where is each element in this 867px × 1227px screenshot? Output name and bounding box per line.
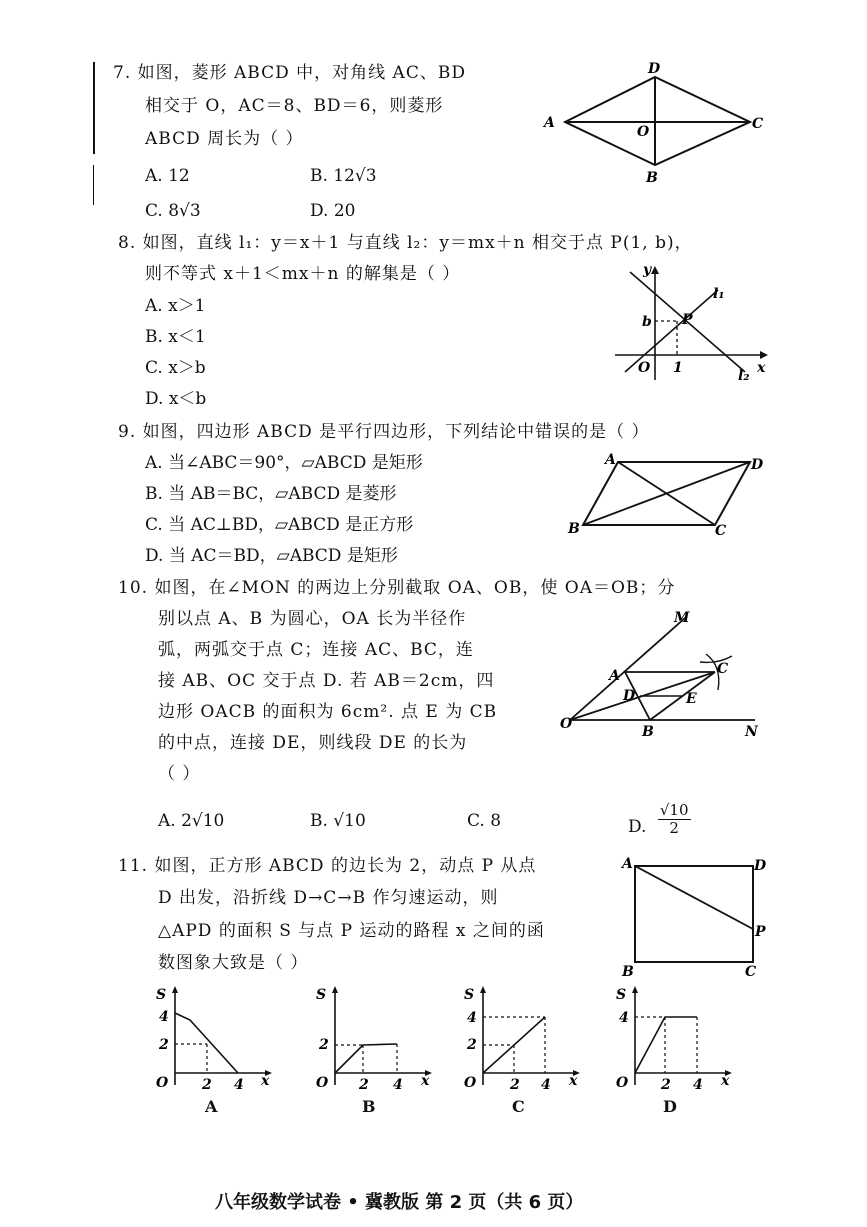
q10-label-b: B: [642, 724, 654, 740]
q11-label-c: C: [745, 964, 757, 980]
q7-line1: 7. 如图，菱形 ABCD 中，对角线 AC、BD: [113, 63, 466, 83]
q8-label-y: y: [643, 262, 652, 278]
q9-parallelogram-figure: [565, 450, 775, 540]
q7-option-a: A. 12: [145, 166, 190, 186]
q8-label-l2: l₂: [738, 368, 750, 384]
graph-c-origin: O: [464, 1075, 477, 1091]
graph-d-xtick-2: 2: [661, 1077, 671, 1093]
q11-line1: 11. 如图，正方形 ABCD 的边长为 2，动点 P 从点: [118, 856, 537, 876]
q10-option-d-denominator: 2: [669, 819, 679, 837]
q10-angle-figure: [560, 610, 775, 745]
graph-c-x-label: x: [569, 1073, 578, 1089]
graph-a-caption: A: [205, 1097, 218, 1116]
q11-graph-d: [610, 985, 735, 1093]
q11-label-p: P: [755, 924, 766, 940]
graph-b-xtick-2: 2: [359, 1077, 369, 1093]
graph-a-origin: O: [156, 1075, 169, 1091]
q8-option-d: D. x＜b: [145, 389, 207, 409]
graph-c-caption: C: [512, 1097, 525, 1116]
q11-square-figure: [615, 852, 775, 980]
q9-option-d: D. 当 AC＝BD，▱ABCD 是矩形: [145, 546, 398, 566]
q10-option-d-prefix: D.: [628, 817, 647, 837]
q9-option-a: A. 当∠ABC＝90°，▱ABCD 是矩形: [145, 453, 423, 473]
q8-label-l1: l₁: [713, 286, 725, 302]
q8-lines-figure: [610, 262, 770, 384]
q11-graph-c: [458, 985, 583, 1093]
q10-line6: 的中点，连接 DE，则线段 DE 的长为: [158, 733, 468, 753]
graph-b-s-label: S: [316, 987, 327, 1003]
q10-label-c: C: [717, 661, 729, 677]
graph-b-x-label: x: [421, 1073, 430, 1089]
q7-label-d: D: [648, 61, 661, 77]
q9-label-d: D: [751, 457, 764, 473]
q10-option-c: C. 8: [467, 811, 502, 831]
q7-label-a: A: [544, 115, 555, 131]
q10-label-d: D: [623, 688, 636, 704]
q9-label-c: C: [715, 523, 727, 539]
q10-label-a: A: [609, 668, 620, 684]
q10-line3: 弧，两弧交于点 C；连接 AC、BC，连: [158, 640, 474, 660]
q10-label-e: E: [686, 691, 697, 707]
graph-a-tick-2: 2: [159, 1037, 169, 1053]
graph-a-s-label: S: [156, 987, 167, 1003]
q11-graph-b: [310, 985, 435, 1093]
q7-option-c: C. 8√3: [145, 201, 201, 221]
graph-c-s-label: S: [464, 987, 475, 1003]
q7-label-o: O: [637, 124, 650, 140]
q10-option-b: B. √10: [310, 811, 366, 831]
graph-c-xtick-4: 4: [541, 1077, 551, 1093]
q9-option-b: B. 当 AB＝BC，▱ABCD 是菱形: [145, 484, 397, 504]
q11-label-d: D: [754, 858, 767, 874]
q10-option-d-fraction: [658, 802, 691, 837]
q10-label-o: O: [560, 716, 573, 732]
graph-c-tick-2: 2: [467, 1037, 477, 1053]
graph-c-tick-4: 4: [467, 1010, 477, 1026]
graph-b-xtick-4: 4: [393, 1077, 403, 1093]
graph-b-origin: O: [316, 1075, 329, 1091]
q11-line3: △APD 的面积 S 与点 P 运动的路程 x 之间的函: [158, 921, 545, 941]
q10-line1: 10. 如图，在∠MON 的两边上分别截取 OA、OB，使 OA＝OB；分: [118, 578, 676, 598]
q9-line1: 9. 如图，四边形 ABCD 是平行四边形，下列结论中错误的是（ ）: [118, 422, 650, 442]
q7-rhombus-figure: [540, 60, 770, 185]
graph-a-x-label: x: [261, 1073, 270, 1089]
q7-label-b: B: [646, 170, 658, 186]
q8-option-a: A. x＞1: [145, 296, 206, 316]
q11-label-a: A: [622, 856, 633, 872]
q8-label-o: O: [638, 360, 651, 376]
q10-line7: （ ）: [158, 764, 201, 784]
graph-d-caption: D: [663, 1097, 677, 1116]
q10-option-d: [628, 802, 691, 837]
q11-label-b: B: [622, 964, 634, 980]
q10-line2: 别以点 A、B 为圆心，OA 长为半径作: [158, 609, 467, 629]
q8-line1: 8. 如图，直线 l₁：y＝x＋1 与直线 l₂：y＝mx＋n 相交于点 P(1, b)，: [118, 233, 693, 253]
q9-label-a: A: [605, 452, 616, 468]
graph-a-xtick-4: 4: [234, 1077, 244, 1093]
graph-d-x-label: x: [721, 1073, 730, 1089]
margin-line: [93, 165, 94, 205]
q7-option-d: D. 20: [310, 201, 356, 221]
q10-line5: 边形 OACB 的面积为 6cm². 点 E 为 CB: [158, 702, 498, 722]
page-footer: 八年级数学试卷 • 冀教版 第 2 页（共 6 页）: [215, 1192, 584, 1213]
q8-option-b: B. x＜1: [145, 327, 206, 347]
q11-line4: 数图象大致是（ ）: [158, 953, 309, 973]
graph-a-xtick-2: 2: [202, 1077, 212, 1093]
q8-option-c: C. x＞b: [145, 358, 206, 378]
margin-line: [93, 62, 95, 154]
q10-option-d-numerator: √10: [659, 801, 689, 819]
q7-label-c: C: [752, 116, 764, 132]
q10-label-n: N: [745, 724, 758, 740]
q11-line2: D 出发，沿折线 D→C→B 作匀速运动，则: [158, 888, 499, 908]
q8-label-one: 1: [673, 360, 683, 376]
graph-d-origin: O: [616, 1075, 629, 1091]
graph-c-xtick-2: 2: [510, 1077, 520, 1093]
q9-option-c: C. 当 AC⊥BD，▱ABCD 是正方形: [145, 515, 414, 535]
graph-d-xtick-4: 4: [693, 1077, 703, 1093]
graph-b-tick-2: 2: [319, 1037, 329, 1053]
q10-option-a: A. 2√10: [158, 811, 225, 831]
q8-label-x: x: [757, 360, 766, 376]
graph-d-tick-4: 4: [619, 1010, 629, 1026]
q8-label-b: b: [642, 314, 652, 330]
graph-a-tick-4: 4: [159, 1009, 169, 1025]
graph-d-s-label: S: [616, 987, 627, 1003]
graph-b-caption: B: [362, 1097, 376, 1116]
q10-label-m: M: [674, 610, 690, 626]
q9-label-b: B: [568, 521, 580, 537]
q10-line4: 接 AB、OC 交于点 D. 若 AB＝2cm，四: [158, 671, 495, 691]
q11-graph-a: [150, 985, 275, 1093]
q8-line2: 则不等式 x＋1＜mx＋n 的解集是（ ）: [145, 264, 461, 284]
q7-line2: 相交于 O，AC＝8、BD＝6，则菱形: [145, 96, 444, 116]
q7-line3: ABCD 周长为（ ）: [145, 129, 304, 149]
q8-label-p: P: [682, 312, 693, 328]
q7-option-b: B. 12√3: [310, 166, 377, 186]
